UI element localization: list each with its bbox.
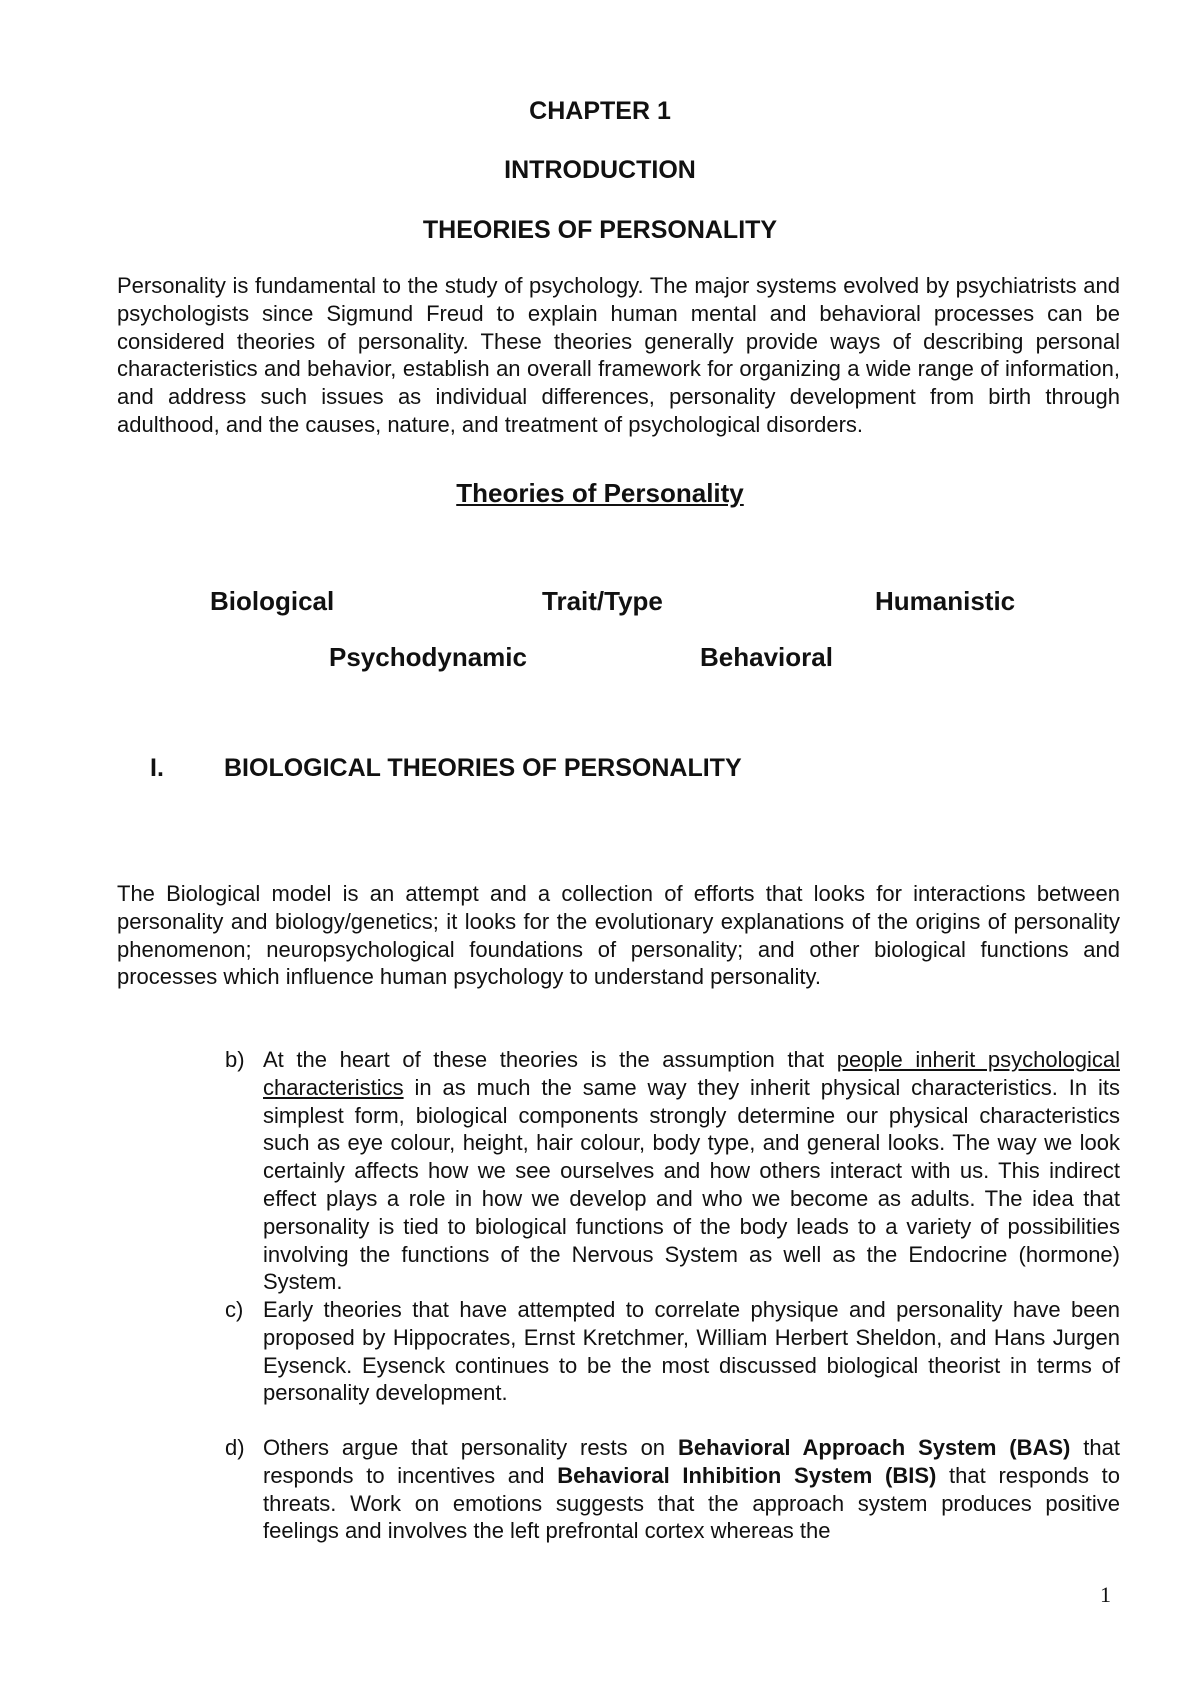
topic-psychodynamic: Psychodynamic [329, 642, 527, 672]
topic-behavioral: Behavioral [700, 642, 833, 672]
section-paragraph: The Biological model is an attempt and a collection of efforts that looks for interactions between personality and biology/genetics; it looks for the evolutionary explanations of the origins of personality phenomenon; neuropsychological foundations of personality; and other biological functions and processes which influence human psychology to understand personality. [117, 881, 1120, 990]
section-title: BIOLOGICAL THEORIES OF PERSONALITY [224, 754, 742, 782]
topic-humanistic: Humanistic [875, 586, 1016, 616]
page-number: 1 [1100, 1582, 1111, 1607]
introduction-heading: INTRODUCTION [504, 156, 696, 184]
list-marker: c) [225, 1297, 244, 1322]
list-item-text: Early theories that have attempted to correlate physique and personality have been proposed by Hippocrates, Ernst Kretchmer, William Herbert Sheldon, and Hans Jurgen Eysenck. Eysenck continues to be the most discussed biological theorist in terms of personality development. [263, 1297, 1120, 1406]
item-d-text-1: Others argue that personality rests on [263, 1435, 678, 1460]
list-marker: b) [225, 1047, 245, 1072]
diagram-title: Theories of Personality [456, 478, 744, 508]
list-marker: d) [225, 1435, 245, 1460]
list-item-text [263, 1046, 1120, 1296]
list-item-text [263, 1434, 1120, 1545]
chapter-heading: CHAPTER 1 [529, 97, 671, 125]
item-d-bold-bis: Behavioral Inhibition System (BIS) [557, 1462, 937, 1488]
item-d-text-3: that responds to threats. Work on emotions suggests that the approach system produces positive feelings and involves the left prefrontal cortex whereas the [263, 1462, 1120, 1544]
item-b-text-1: At the heart of these theories is the assumption that [263, 1047, 837, 1072]
topic-biological: Biological [210, 586, 335, 616]
item-b-text-2: in as much the same way they inherit physical characteristics. In its simplest form, biological components strongly determine our physical characteristics such as eye colour, height, hair colour, body type, and general looks. The way we look certainly affects how we see ourselves and how others interact with us. This indirect effect plays a role in how we develop and who we become as adults. The idea that personality is tied to biological functions of the body leads to a variety of possibilities involving the functions of the Nervous System as well as the Endocrine (hormone) System. [263, 1074, 1120, 1295]
topic-trait-type: Trait/Type [542, 586, 663, 616]
item-b-underlined: people inherit psychological characteristics [263, 1047, 1120, 1100]
item-d-text-2: that responds to incentives and [263, 1435, 1120, 1488]
section-number: I. [150, 754, 164, 782]
intro-paragraph: Personality is fundamental to the study of psychology. The major systems evolved by psychiatrists and psychologists since Sigmund Freud to explain human mental and behavioral processes can be considered theories of personality. These theories generally provide ways of describing personal characteristics and behavior, establish an overall framework for organizing a wide range of information, and address such issues as individual differences, personality development from birth through adulthood, and the causes, nature, and treatment of psychological disorders. [117, 273, 1120, 437]
theories-heading: THEORIES OF PERSONALITY [422, 216, 778, 244]
item-d-bold-bas: Behavioral Approach System (BAS) [677, 1435, 1071, 1460]
